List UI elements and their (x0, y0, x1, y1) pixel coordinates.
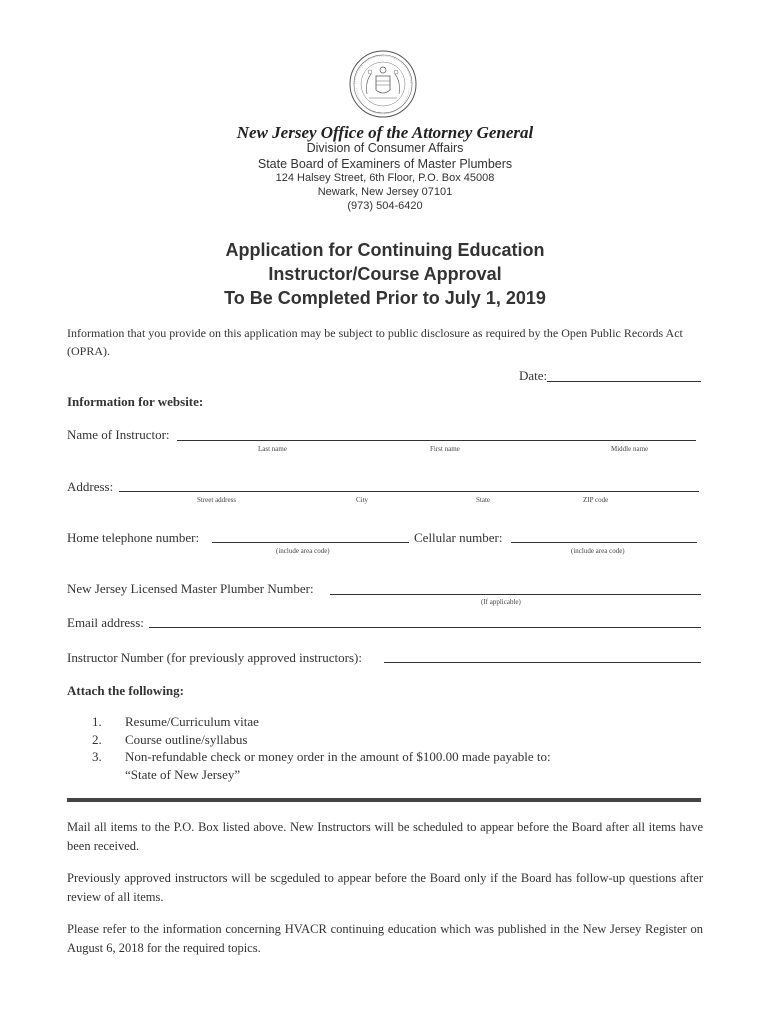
street-address: 124 Halsey Street, 6th Floor, P.O. Box 45008 (275, 172, 495, 184)
form-title-line2: Instructor/Course Approval (268, 264, 502, 284)
zip-caption: ZIP code (583, 496, 609, 504)
list-item-text: Non-refundable check or money order in the amount of $100.00 made payable to: (125, 749, 551, 764)
state-caption: State (476, 496, 490, 504)
phone-number: (973) 504-6420 (347, 200, 423, 212)
list-item (92, 749, 551, 765)
city-caption: City (356, 496, 369, 504)
instructor-number-label: Instructor Number (for previously approved instructors): (67, 650, 362, 665)
opra-disclosure: Information that you provide on this application may be subject to public disclosure as required by the Open Public Records Act (OPRA). (67, 326, 683, 358)
instructor-number-field[interactable] (384, 662, 701, 663)
middle-name-caption: Middle name (611, 445, 649, 453)
cell-area-code-caption: (include area code) (571, 547, 625, 555)
street-address-caption: Street address (197, 496, 237, 504)
state-seal-icon (349, 50, 417, 118)
city-address: Newark, New Jersey 07101 (317, 186, 453, 198)
attach-heading: Attach the following: (67, 683, 184, 698)
home-phone-label: Home telephone number: (67, 530, 200, 545)
form-title-line1: Application for Continuing Education (225, 240, 545, 260)
website-heading: Information for website: (67, 394, 204, 409)
address-label: Address: (67, 479, 114, 494)
instructor-name-field[interactable] (177, 440, 696, 441)
payee-text: “State of New Jersey” (125, 767, 241, 782)
email-field[interactable] (149, 627, 701, 628)
cell-phone-field[interactable] (511, 542, 697, 543)
list-item-text: Course outline/syllabus (125, 732, 248, 747)
agency-name: New Jersey Office of the Attorney General (236, 123, 534, 142)
date-field[interactable] (547, 381, 701, 382)
division-name: Division of Consumer Affairs (306, 141, 464, 155)
license-number-field[interactable] (330, 594, 701, 595)
list-item-text: Resume/Curriculum vitae (125, 714, 259, 729)
list-item (92, 732, 247, 748)
list-item (92, 714, 259, 730)
first-name-caption: First name (430, 445, 460, 453)
last-name-caption: Last name (258, 445, 287, 453)
home-phone-field[interactable] (212, 542, 409, 543)
address-field[interactable] (119, 491, 699, 492)
mail-instructions: Mail all items to the P.O. Box listed above. New Instructors will be scheduled to appear before the Board after all items have been received. (67, 820, 703, 853)
cell-phone-label: Cellular number: (414, 530, 503, 545)
license-number-label: New Jersey Licensed Master Plumber Number: (67, 581, 314, 596)
home-area-code-caption: (include area code) (276, 547, 330, 555)
section-divider (67, 798, 701, 802)
form-title-line3: To Be Completed Prior to July 1, 2019 (224, 288, 546, 308)
list-item-number: 1. (92, 714, 102, 729)
instructor-name-label: Name of Instructor: (67, 427, 170, 442)
board-name: State Board of Examiners of Master Plumbers (257, 157, 513, 171)
list-item-number: 2. (92, 732, 102, 747)
if-applicable-caption: (If applicable) (481, 598, 521, 606)
date-label: Date: (519, 368, 548, 383)
list-item-number: 3. (92, 749, 102, 764)
hvacr-note: Please refer to the information concerning HVACR continuing education which was published in the New Jersey Register on August 6, 2018 for the required topics. (67, 922, 703, 955)
email-label: Email address: (67, 615, 144, 630)
previous-instructors-note: Previously approved instructors will be scgeduled to appear before the Board only if the Board has follow-up questions after review of all items. (67, 871, 703, 904)
